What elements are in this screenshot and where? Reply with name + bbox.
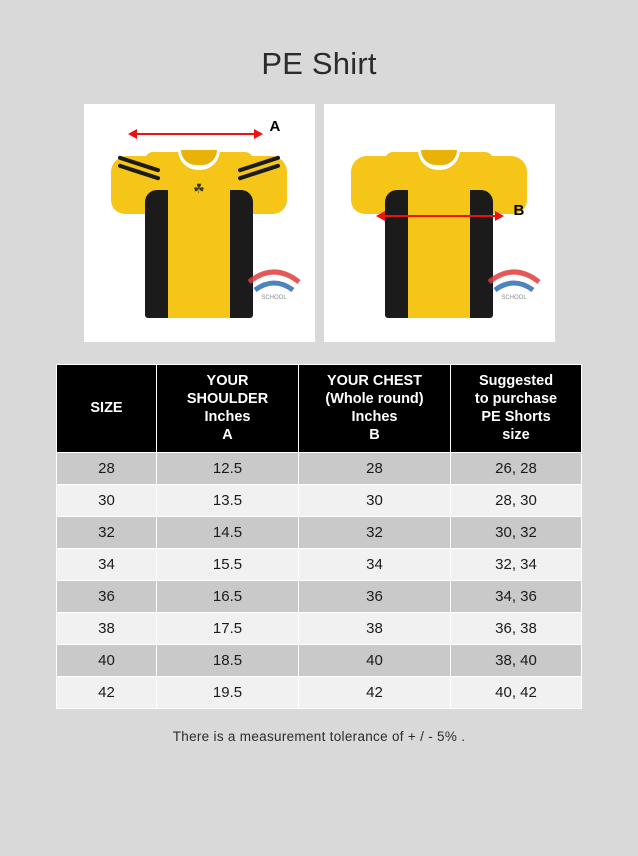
table-row	[57, 452, 582, 484]
cell-chest: 36	[299, 580, 451, 612]
table-row	[57, 612, 582, 644]
shirt-back-photo	[324, 104, 555, 342]
cell-shoulder: 15.5	[157, 548, 299, 580]
cell-shoulder: 13.5	[157, 484, 299, 516]
svg-text:SCHOOL: SCHOOL	[500, 295, 527, 300]
school-crest-icon: ☘	[193, 181, 205, 196]
cell-size: 34	[57, 548, 157, 580]
column-header-shoulder	[157, 365, 299, 453]
shirt-front-photo	[84, 104, 315, 342]
cell-chest: 42	[299, 676, 451, 708]
cell-shoulder: 12.5	[157, 452, 299, 484]
chest-measurement-arrow	[376, 208, 504, 224]
table-row	[57, 484, 582, 516]
header-line: B	[369, 427, 380, 444]
shoulder-measurement-arrow	[128, 126, 263, 142]
cell-shorts: 40, 42	[451, 676, 582, 708]
cell-chest: 40	[299, 644, 451, 676]
cell-size: 32	[57, 516, 157, 548]
cell-shorts: 28, 30	[451, 484, 582, 516]
cell-size: 40	[57, 644, 157, 676]
header-line: PE Shorts	[481, 409, 551, 426]
cell-shorts: 38, 40	[451, 644, 582, 676]
column-header-chest	[299, 365, 451, 453]
size-chart-table	[56, 364, 582, 709]
cell-size: 30	[57, 484, 157, 516]
cell-shorts: 26, 28	[451, 452, 582, 484]
header-line: Inches	[204, 409, 251, 426]
cell-chest: 28	[299, 452, 451, 484]
column-header-suggested-shorts	[451, 365, 582, 453]
header-line: YOUR CHEST	[326, 373, 423, 389]
brand-watermark-icon	[245, 260, 303, 300]
cell-shoulder: 17.5	[157, 612, 299, 644]
cell-chest: 32	[299, 516, 451, 548]
column-header-size	[57, 365, 157, 453]
cell-size: 38	[57, 612, 157, 644]
table-row	[57, 516, 582, 548]
header-line: YOUR	[206, 373, 249, 389]
table-row	[57, 676, 582, 708]
brand-watermark-icon-back	[485, 260, 543, 300]
header-line: size	[502, 427, 530, 444]
cell-shoulder: 14.5	[157, 516, 299, 548]
cell-chest: 34	[299, 548, 451, 580]
table-row	[57, 644, 582, 676]
side-panel-left	[145, 190, 168, 318]
table-row	[57, 580, 582, 612]
table-row	[57, 548, 582, 580]
cell-size: 42	[57, 676, 157, 708]
header-line: A	[222, 427, 233, 444]
arrow-label-a: A	[269, 118, 281, 135]
product-images	[0, 104, 638, 342]
page-title: PE Shirt	[261, 46, 377, 81]
cell-shorts: 30, 32	[451, 516, 582, 548]
header-line: (Whole round)	[325, 391, 424, 408]
table-header-row	[57, 365, 582, 453]
tolerance-note: There is a measurement tolerance of + / - 5% .	[172, 728, 466, 744]
header-line: Inches	[351, 409, 398, 426]
cell-shoulder: 19.5	[157, 676, 299, 708]
cell-size: 28	[57, 452, 157, 484]
cell-shorts: 36, 38	[451, 612, 582, 644]
cell-shorts: 32, 34	[451, 548, 582, 580]
cell-chest: 38	[299, 612, 451, 644]
cell-shoulder: 16.5	[157, 580, 299, 612]
header-line: Suggested	[478, 373, 554, 389]
cell-size: 36	[57, 580, 157, 612]
arrow-label-b: B	[513, 202, 525, 219]
header-line: SIZE	[90, 400, 123, 417]
cell-shoulder: 18.5	[157, 644, 299, 676]
cell-chest: 30	[299, 484, 451, 516]
header-line: SHOULDER	[186, 391, 269, 408]
svg-text:SCHOOL: SCHOOL	[260, 295, 287, 300]
cell-shorts: 34, 36	[451, 580, 582, 612]
header-line: to purchase	[474, 391, 558, 408]
